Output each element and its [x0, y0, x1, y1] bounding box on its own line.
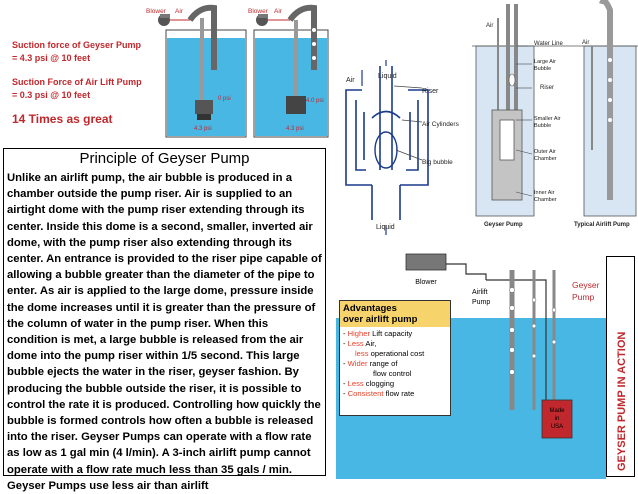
advantages-list — [340, 327, 450, 401]
geyser-pump-caption: Geyser Pump — [484, 222, 523, 228]
advantages-box — [339, 300, 451, 416]
geyser-cross-section-diagram — [336, 0, 470, 250]
inner-air-chamber-label-1: Inner Air — [534, 190, 555, 196]
airlift-pump-label-2: Pump — [472, 299, 491, 306]
advantage-item: - Less clogging — [343, 379, 395, 388]
large-air-bubble-label-2: Bubble — [534, 66, 552, 72]
geyser-tank — [254, 8, 328, 137]
blower-2 — [256, 14, 290, 26]
airlift-pump-label-1: Airlift — [472, 289, 488, 296]
water-line-label: Water Line — [534, 41, 563, 47]
liquid-top-label: Liquid — [378, 73, 397, 80]
advantage-item: less operational cost — [355, 349, 425, 358]
air-left-label: Air — [486, 23, 494, 29]
suction-geyser-value: = 4.3 psi @ 10 feet — [12, 53, 91, 63]
advantage-item: - Less Air, — [343, 339, 377, 348]
advantages-title-1: Advantages — [343, 303, 397, 314]
air-label: Air — [346, 77, 355, 84]
blower-label-1: Blower — [146, 8, 166, 15]
liquid-bottom-label: Liquid — [376, 224, 395, 231]
principle-title: Principle of Geyser Pump — [79, 150, 250, 167]
geyser-pump-label-2: Pump — [572, 292, 595, 302]
usa-label: USA — [550, 424, 564, 430]
air-label-1: Air — [175, 8, 183, 15]
riser-label: Riser — [422, 88, 439, 95]
big-bubble-label: Big bubble — [422, 159, 453, 166]
air-cylinders-label: Air Cylinders — [422, 121, 459, 128]
made-label: Made — [549, 408, 565, 414]
principle-text: Unlike an airlift pump, the air bubble is produced in a chamber outside the pump riser. Air is supplied to an airtight dome with the pump riser extending through its center. Inside this dome is a second, smaller, inverted air dome, with the pump riser also extending through its center. An entrance is provided to the riser pipe capable of allowing a bubble greater than the diameter of the pipe to enter. As air is applied to the large dome, pressure inside the dome increases until it is greater than the pressure of the column of water in the pump riser. When this condition is met, a large bubble is released from the air dome into the pump riser within 1/5 second. This large bubble ejects the water in the riser, geyser fashion. By producing the bubble outside the riser, it is possible to control the rate it is produced. Controlling how quickly the bubble is formed controls how often a bubble is released into the riser. Geyser Pumps can operate with a flow rate as low as 1 gal min (4 l/min). A 3-inch airlift pump cannot operate with a flow rate much less than 35 gals / min. Geyser Pumps use less air than airlift — [7, 172, 322, 492]
in-label: in — [554, 416, 560, 422]
times-great-note: 14 Times as great — [12, 112, 113, 126]
suction-geyser-note: Suction force of Geyser Pump — [12, 40, 142, 50]
smaller-air-bubble-label-1: Smaller Air — [534, 116, 561, 122]
suction-airlift-value: = 0.3 psi @ 10 feet — [12, 90, 91, 100]
geyser-pump-in-action-label: GEYSER PUMP IN ACTION — [616, 331, 628, 471]
advantage-item: - Consistent flow rate — [343, 389, 415, 398]
action-band-svg — [607, 257, 634, 476]
typical-airlift-caption: Typical Airlift Pump — [574, 222, 630, 228]
blower-label-2: Blower — [248, 8, 268, 15]
advantage-item: - Wider range of — [343, 359, 398, 368]
psi-label-43a: 4.3 psi — [194, 126, 212, 132]
large-air-bubble-label-1: Large Air — [534, 59, 557, 65]
suction-airlift-note: Suction Force of Air Lift Pump — [12, 77, 142, 87]
psi-label-0: 0 psi — [218, 96, 231, 102]
psi-label-40: 4.0 psi — [306, 98, 324, 104]
air-right-label: Air — [582, 40, 590, 46]
principle-box — [3, 148, 326, 492]
blower-box — [406, 254, 446, 270]
smaller-air-bubble-label-2: Bubble — [534, 123, 552, 129]
geyser-pump-label-1: Geyser — [572, 280, 600, 290]
blower-label: Blower — [415, 279, 437, 286]
advantages-title-2: over airlift pump — [343, 314, 418, 325]
outer-air-chamber-label-1: Outer Air — [534, 149, 556, 155]
blower-1 — [158, 14, 190, 26]
pump-comparison-diagram — [472, 0, 638, 250]
suction-comparison-diagram — [0, 0, 330, 150]
big-bubble-shape — [375, 132, 397, 168]
advantages-header — [340, 301, 450, 327]
psi-label-43b: 4.3 psi — [286, 126, 304, 132]
advantage-item: - Higher Lift capacity — [343, 329, 413, 338]
advantage-item: flow control — [373, 369, 412, 378]
air-label-2: Air — [274, 8, 282, 15]
outer-air-chamber-label-2: Chamber — [534, 156, 557, 162]
action-band — [606, 256, 635, 477]
riser-right-label: Riser — [540, 85, 555, 91]
inner-air-chamber-label-2: Chamber — [534, 197, 557, 203]
airlift-tank — [166, 8, 246, 137]
